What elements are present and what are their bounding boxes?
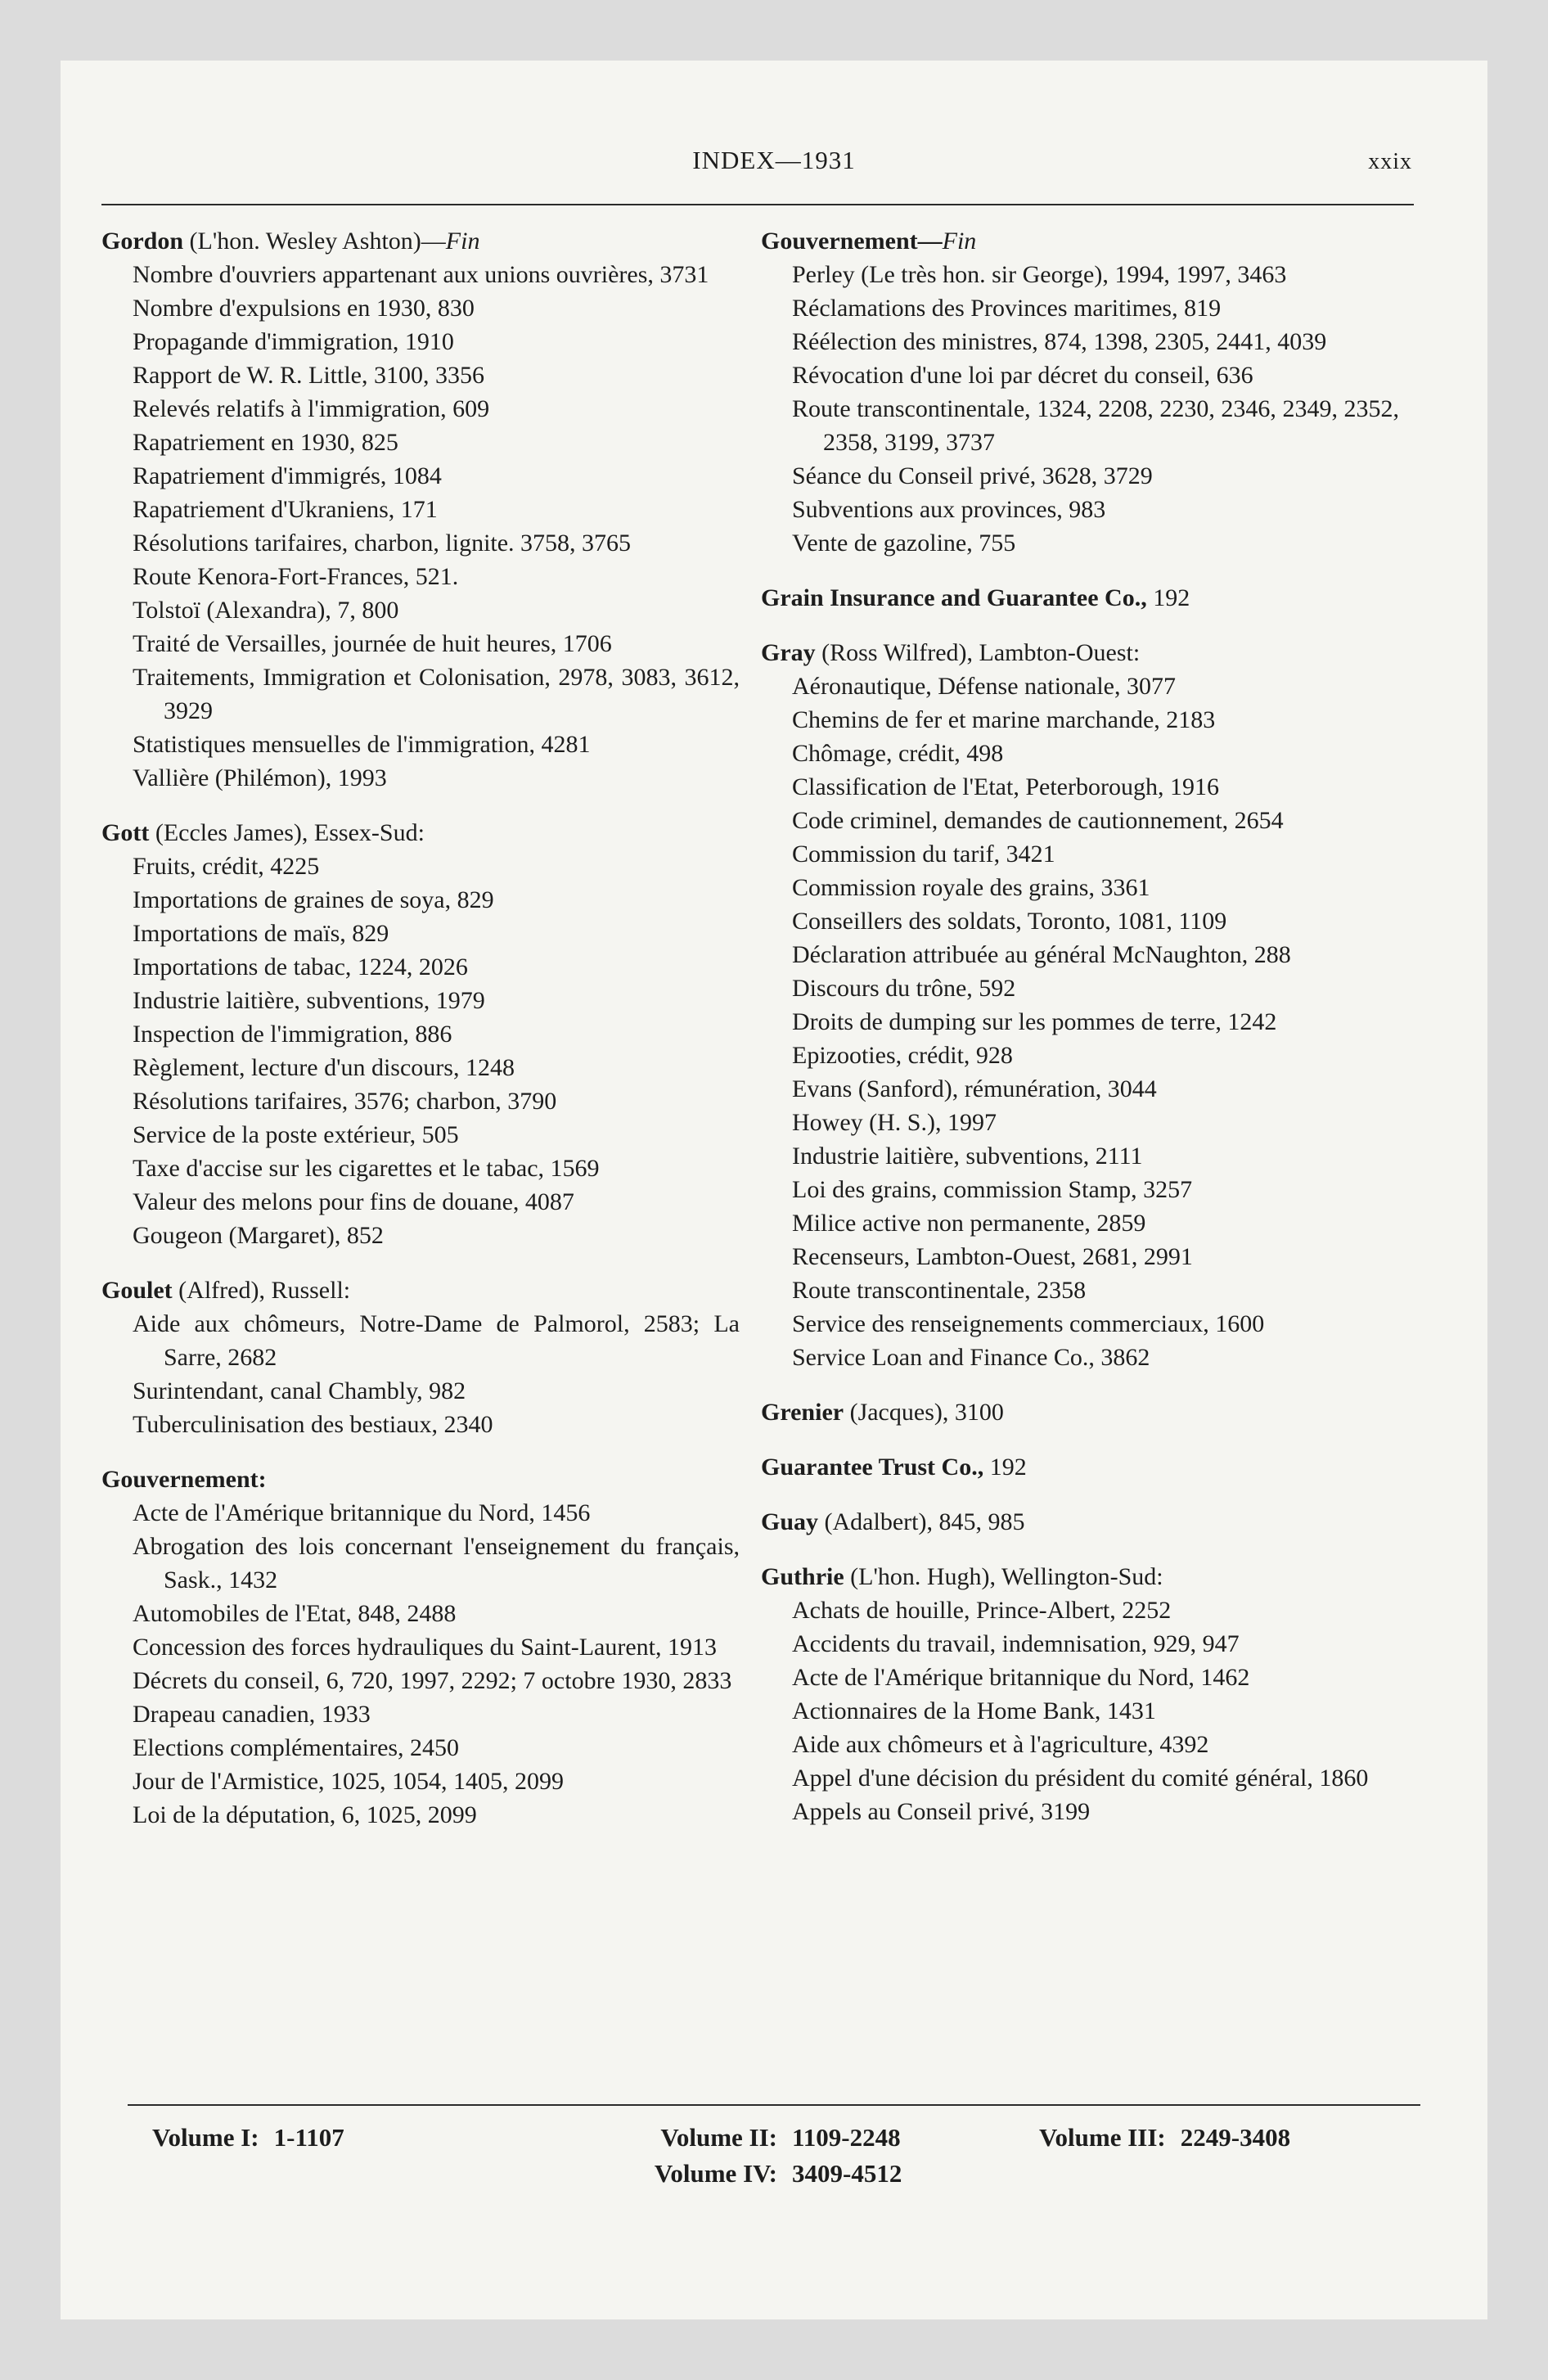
index-entry: Commission du tarif, 3421 (792, 841, 1055, 868)
index-entry: Actionnaires de la Home Bank, 1431 (792, 1697, 1156, 1724)
index-block (761, 636, 1399, 1374)
heading-name: Goulet (101, 1277, 173, 1304)
heading-name: Gordon (101, 228, 184, 255)
index-entry: Route transcontinentale, 1324, 2208, 2230, 2346, 2349, 2352, 2358, 3199, 3737 (792, 395, 1399, 456)
index-heading (101, 224, 740, 258)
heading-name: Guthrie (761, 1563, 844, 1590)
index-entry: Propagande d'immigration, 1910 (133, 328, 454, 355)
index-entry: Taxe d'accise sur les cigarettes et le tabac, 1569 (133, 1155, 600, 1182)
index-entry: Howey (H. S.), 1997 (792, 1109, 997, 1136)
index-heading (761, 1395, 1399, 1429)
index-heading (761, 224, 1399, 258)
index-entry: Vente de gazoline, 755 (792, 530, 1016, 557)
index-block (761, 1560, 1399, 1828)
index-block (761, 1505, 1399, 1539)
index-entry: Règlement, lecture d'un discours, 1248 (133, 1054, 515, 1081)
index-entry: Séance du Conseil privé, 3628, 3729 (792, 462, 1153, 489)
index-entry: Statistiques mensuelles de l'immigration, 4281 (133, 731, 591, 758)
index-entry: Code criminel, demandes de cautionnement, 2654 (792, 807, 1284, 834)
volume-3 (1039, 2120, 1290, 2156)
volume-label: Volume II: (660, 2123, 777, 2152)
index-entry: Achats de houille, Prince-Albert, 2252 (792, 1597, 1172, 1624)
heading-detail: (L'hon. Hugh), Wellington-Sud: (844, 1563, 1163, 1590)
index-entry: Réclamations des Provinces maritimes, 819 (792, 295, 1222, 322)
index-column-left (101, 224, 740, 1853)
heading-detail: (Eccles James), Essex-Sud: (149, 819, 425, 846)
index-entry: Acte de l'Amérique britannique du Nord, 1462 (792, 1664, 1250, 1691)
index-entry: Milice active non permanente, 2859 (792, 1210, 1146, 1237)
index-entry: Classification de l'Etat, Peterborough, 1916 (792, 773, 1219, 800)
volume-key (61, 2120, 1487, 2202)
index-entry: Déclaration attribuée au général McNaughton, 288 (792, 941, 1291, 968)
heading-continued: Fin (445, 228, 480, 255)
volume-range: 3409-4512 (792, 2159, 902, 2188)
index-entry: Industrie laitière, subventions, 2111 (792, 1143, 1143, 1170)
index-entry: Concession des forces hydrauliques du Saint-Laurent, 1913 (133, 1634, 718, 1661)
index-entry: Traité de Versailles, journée de huit heures, 1706 (133, 630, 612, 657)
index-entry: Révocation d'une loi par décret du conseil, 636 (792, 362, 1253, 389)
index-heading (101, 1463, 740, 1496)
index-entry: Surintendant, canal Chambly, 982 (133, 1377, 466, 1404)
heading-detail: (Adalbert), 845, 985 (818, 1508, 1025, 1535)
index-entry: Loi des grains, commission Stamp, 3257 (792, 1176, 1193, 1203)
heading-name: Guay (761, 1508, 819, 1535)
index-entry: Fruits, crédit, 4225 (133, 853, 320, 880)
index-entry: Accidents du travail, indemnisation, 929, 947 (792, 1630, 1240, 1657)
index-entry: Route Kenora-Fort-Frances, 521. (133, 563, 459, 590)
heading-name: Guarantee Trust Co., (761, 1454, 984, 1481)
index-heading (101, 816, 740, 850)
index-block (761, 1450, 1399, 1484)
index-entry: Aide aux chômeurs et à l'agriculture, 4392 (792, 1731, 1209, 1758)
index-entry: Epizooties, crédit, 928 (792, 1042, 1013, 1069)
index-entry: Nombre d'ouvriers appartenant aux unions ouvrières, 3731 (133, 261, 709, 288)
heading-name: Grain Insurance and Guarantee Co., (761, 584, 1147, 611)
index-entry: Résolutions tarifaires, charbon, lignite. 3758, 3765 (133, 530, 632, 557)
index-entry: Vallière (Philémon), 1993 (133, 764, 387, 791)
volume-label: Volume III: (1039, 2123, 1166, 2152)
volume-2 (596, 2120, 901, 2156)
index-entry: Chemins de fer et marine marchande, 2183 (792, 706, 1216, 733)
index-entry: Discours du trône, 592 (792, 975, 1016, 1002)
index-heading (761, 1560, 1399, 1593)
heading-name: Gouvernement: (101, 1466, 267, 1493)
heading-detail: (Ross Wilfred), Lambton-Ouest: (815, 639, 1141, 666)
index-entry: Industrie laitière, subventions, 1979 (133, 987, 485, 1014)
heading-name: Gouvernement— (761, 228, 943, 255)
index-entry: Appel d'une décision du président du comité général, 1860 (792, 1765, 1369, 1792)
index-entry: Perley (Le très hon. sir George), 1994, 1997, 3463 (792, 261, 1287, 288)
index-block (761, 581, 1399, 615)
running-head (61, 146, 1487, 178)
volume-range: 1-1107 (273, 2123, 344, 2152)
volume-4 (596, 2156, 902, 2192)
index-block (101, 1273, 740, 1441)
index-entry: Subventions aux provinces, 983 (792, 496, 1106, 523)
footer-rule (128, 2104, 1420, 2106)
index-entry: Service des renseignements commerciaux, 1600 (792, 1310, 1265, 1337)
index-heading (101, 1273, 740, 1307)
index-entry: Rapatriement d'immigrés, 1084 (133, 462, 442, 489)
index-block (761, 224, 1399, 560)
index-entry: Chômage, crédit, 498 (792, 740, 1004, 767)
volume-range: 1109-2248 (792, 2123, 901, 2152)
index-entry: Valeur des melons pour fins de douane, 4087 (133, 1188, 574, 1215)
index-block (101, 816, 740, 1252)
heading-continued: Fin (942, 228, 977, 255)
heading-detail: (Alfred), Russell: (172, 1277, 351, 1304)
index-entry: Evans (Sanford), rémunération, 3044 (792, 1075, 1157, 1102)
index-entry: Nombre d'expulsions en 1930, 830 (133, 295, 475, 322)
volume-1 (152, 2120, 344, 2156)
index-entry: Réélection des ministres, 874, 1398, 2305, 2441, 4039 (792, 328, 1327, 355)
heading-detail: 192 (983, 1454, 1027, 1481)
index-entry: Importations de maïs, 829 (133, 920, 389, 947)
index-entry: Droits de dumping sur les pommes de terre, 1242 (792, 1008, 1277, 1035)
index-entry: Service Loan and Finance Co., 3862 (792, 1344, 1150, 1371)
index-entry: Elections complémentaires, 2450 (133, 1734, 460, 1761)
volume-label: Volume I: (152, 2123, 259, 2152)
heading-detail: (L'hon. Wesley Ashton)— (183, 228, 446, 255)
index-entry: Relevés relatifs à l'immigration, 609 (133, 395, 490, 422)
index-page (61, 61, 1487, 2319)
index-entry: Drapeau canadien, 1933 (133, 1701, 371, 1728)
index-entry: Rapatriement d'Ukraniens, 171 (133, 496, 438, 523)
index-block (101, 1463, 740, 1832)
index-entry: Importations de tabac, 1224, 2026 (133, 953, 468, 980)
index-entry: Route transcontinentale, 2358 (792, 1277, 1087, 1304)
index-entry: Appels au Conseil privé, 3199 (792, 1798, 1091, 1825)
index-entry: Aéronautique, Défense nationale, 3077 (792, 673, 1176, 700)
index-entry: Automobiles de l'Etat, 848, 2488 (133, 1600, 457, 1627)
index-entry: Gougeon (Margaret), 852 (133, 1222, 384, 1249)
index-entry: Service de la poste extérieur, 505 (133, 1121, 459, 1148)
index-block (761, 1395, 1399, 1429)
index-entry: Rapatriement en 1930, 825 (133, 429, 398, 456)
running-title: INDEX—1931 (692, 146, 856, 174)
index-block (101, 224, 740, 795)
index-heading (761, 581, 1399, 615)
heading-name: Gray (761, 639, 816, 666)
index-entry: Conseillers des soldats, Toronto, 1081, 1109 (792, 908, 1227, 935)
index-entry: Loi de la députation, 6, 1025, 2099 (133, 1801, 477, 1828)
index-entry: Tolstoï (Alexandra), 7, 800 (133, 597, 399, 624)
index-entry: Traitements, Immigration et Colonisation, 2978, 3083, 3612, 3929 (133, 664, 740, 724)
index-heading (761, 1505, 1399, 1539)
header-rule (101, 204, 1414, 205)
index-entry: Tuberculinisation des bestiaux, 2340 (133, 1411, 493, 1438)
index-entry: Décrets du conseil, 6, 720, 1997, 2292; 7 octobre 1930, 2833 (133, 1667, 732, 1694)
index-entry: Commission royale des grains, 3361 (792, 874, 1150, 901)
index-column-right (761, 224, 1399, 1850)
index-entry: Résolutions tarifaires, 3576; charbon, 3790 (133, 1088, 557, 1115)
index-entry: Acte de l'Amérique britannique du Nord, 1456 (133, 1499, 591, 1526)
heading-name: Gott (101, 819, 150, 846)
index-heading (761, 636, 1399, 669)
index-entry: Aide aux chômeurs, Notre-Dame de Palmorol, 2583; La Sarre, 2682 (133, 1310, 740, 1371)
heading-name: Grenier (761, 1399, 844, 1426)
index-entry: Rapport de W. R. Little, 3100, 3356 (133, 362, 484, 389)
index-entry: Importations de graines de soya, 829 (133, 886, 494, 913)
index-entry: Abrogation des lois concernant l'enseignement du français, Sask., 1432 (133, 1533, 740, 1593)
index-heading (761, 1450, 1399, 1484)
index-entry: Jour de l'Armistice, 1025, 1054, 1405, 2099 (133, 1768, 565, 1795)
heading-detail: (Jacques), 3100 (844, 1399, 1004, 1426)
index-entry: Recenseurs, Lambton-Ouest, 2681, 2991 (792, 1243, 1193, 1270)
page-number: xxix (1368, 149, 1412, 174)
volume-range: 2249-3408 (1180, 2123, 1291, 2152)
volume-label: Volume IV: (654, 2159, 777, 2188)
heading-detail: 192 (1146, 584, 1190, 611)
index-entry: Inspection de l'immigration, 886 (133, 1021, 452, 1048)
